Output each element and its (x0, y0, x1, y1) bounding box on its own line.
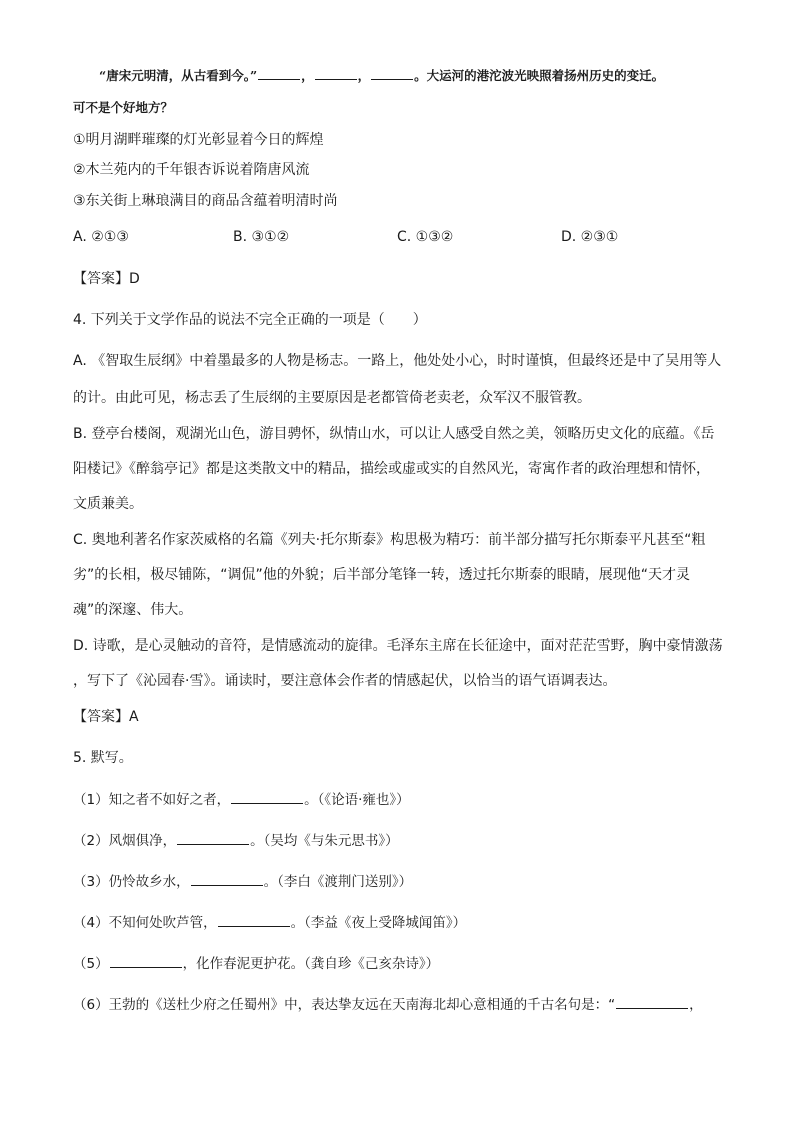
q3-option-a: A. ②①③ (73, 229, 129, 245)
q4-stem: 4. 下列关于文学作品的说法不完全正确的一项是（ ） (73, 312, 427, 328)
q5-item-1 (73, 790, 410, 810)
q5-item-5-pre: （5） (73, 956, 109, 972)
q3-sep-1: ， (301, 68, 314, 83)
q3-intro-line2: 可不是个好地方？ (73, 100, 174, 115)
q5-item-6-blank (616, 995, 688, 1009)
q5-item-2-blank (177, 831, 249, 845)
q3-intro-quote: “唐宋元明清，从古看到今。” (99, 68, 258, 83)
q3-answer-label: 【答案】 (73, 271, 129, 287)
q4-answer (73, 707, 139, 727)
q5-item-2-pre: （2）风烟俱净， (73, 833, 177, 849)
q4-option-b-line-2: 阳楼记》《醉翁亭记》都是这类散文中的精品，描绘或虚或实的自然风光，寄寓作者的政治理想和情怀， (73, 461, 710, 477)
q5-item-4-post: 。（李益《夜上受降城闻笛》） (290, 915, 467, 931)
q3-answer-value: D (129, 271, 140, 287)
q3-intro-line1 (73, 66, 664, 86)
q3-blank-2 (315, 66, 357, 80)
q4-option-d-line-2: ，写下了《沁园春·雪》。诵读时，要注意体会作者的情感起伏，以恰当的语气语调表达。 (73, 673, 617, 689)
q5-item-5 (73, 954, 439, 974)
q3-options (73, 229, 733, 249)
q4-option-c-line-1: C. 奥地利著名作家茨威格的名篇《列夫·托尔斯泰》构思极为精巧：前半部分描写托尔斯泰平凡甚至“粗 (73, 532, 706, 548)
q5-item-6-post: ， (689, 997, 703, 1013)
q5-item-6 (73, 995, 703, 1015)
q5-item-1-blank (231, 790, 303, 804)
q5-item-3-post: 。（李白《渡荆门送别》） (263, 874, 413, 890)
q4-option-b-line-3: 文质兼美。 (73, 496, 143, 512)
q3-sep-2: ， (357, 68, 371, 83)
q3-option-d: D. ②③① (561, 229, 619, 245)
q4-option-d-line-1: D. 诗歌，是心灵触动的音符，是情感流动的旋律。毛泽东主席在长征途中，面对茫茫雪野，胸中豪情激荡 (73, 638, 723, 654)
q4-option-c-line-2: 劣”的长相，极尽铺陈，“调侃”他的外貌；后半部分笔锋一转，透过托尔斯泰的眼睛，展现他“天才灵 (73, 567, 691, 583)
q5-item-3-pre: （3）仍怜故乡水， (73, 874, 190, 890)
q4-option-a-line-1: A. 《智取生辰纲》中着墨最多的人物是杨志。一路上，他处处小心，时时谨慎，但最终还是中了吴用等人 (73, 353, 722, 369)
q4-option-a-line-2: 的计。由此可见，杨志丢了生辰纲的主要原因是老都管倚老卖老，众军汉不服管教。 (73, 390, 591, 406)
q5-item-4-pre: （4）不知何处吹芦管， (73, 915, 217, 931)
q5-stem: 5. 默写。 (73, 750, 133, 766)
q3-item-3: ③东关街上琳琅满目的商品含蕴着明清时尚 (73, 193, 338, 209)
q5-item-3-blank (191, 872, 263, 886)
q5-item-4 (73, 913, 466, 933)
q4-option-b-line-1: B. 登亭台楼阁，观湖光山色，游目骋怀，纵情山水，可以让人感受自然之美，领略历史文化的底蕴。《岳 (73, 426, 715, 442)
q3-answer (73, 269, 140, 289)
q3-option-b: B. ③①② (233, 229, 290, 245)
q3-blank-3 (371, 66, 413, 80)
q5-item-5-blank (110, 954, 182, 968)
q5-item-2 (73, 831, 399, 851)
q5-item-1-post: 。（《论语·雍也》） (304, 792, 410, 808)
q5-item-4-blank (218, 913, 290, 927)
q4-option-c-line-3: 魂”的深邃、伟大。 (73, 602, 193, 618)
q3-intro-end: 。大运河的港沱波光映照着扬州历史的变迁。 (414, 68, 665, 83)
q3-option-c: C. ①③② (397, 229, 454, 245)
q4-answer-value: A (129, 709, 139, 725)
q4-answer-label: 【答案】 (73, 709, 129, 725)
q5-item-5-post: ，化作春泥更护花。（龚自珍《己亥杂诗》） (182, 956, 440, 972)
q3-item-2: ②木兰苑内的千年银杏诉说着隋唐风流 (73, 162, 310, 178)
q5-item-6-pre: （6）王勃的《送杜少府之任蜀州》中，表达挚友远在天南海北却心意相通的千古名句是：“ (73, 997, 616, 1013)
q5-item-2-post: 。（吴均《与朱元思书》） (250, 833, 399, 849)
q3-item-1: ①明月湖畔璀璨的灯光彰显着今日的辉煌 (73, 132, 324, 148)
q5-item-1-pre: （1）知之者不如好之者， (73, 792, 231, 808)
q3-blank-1 (258, 66, 300, 80)
q5-item-3 (73, 872, 412, 892)
